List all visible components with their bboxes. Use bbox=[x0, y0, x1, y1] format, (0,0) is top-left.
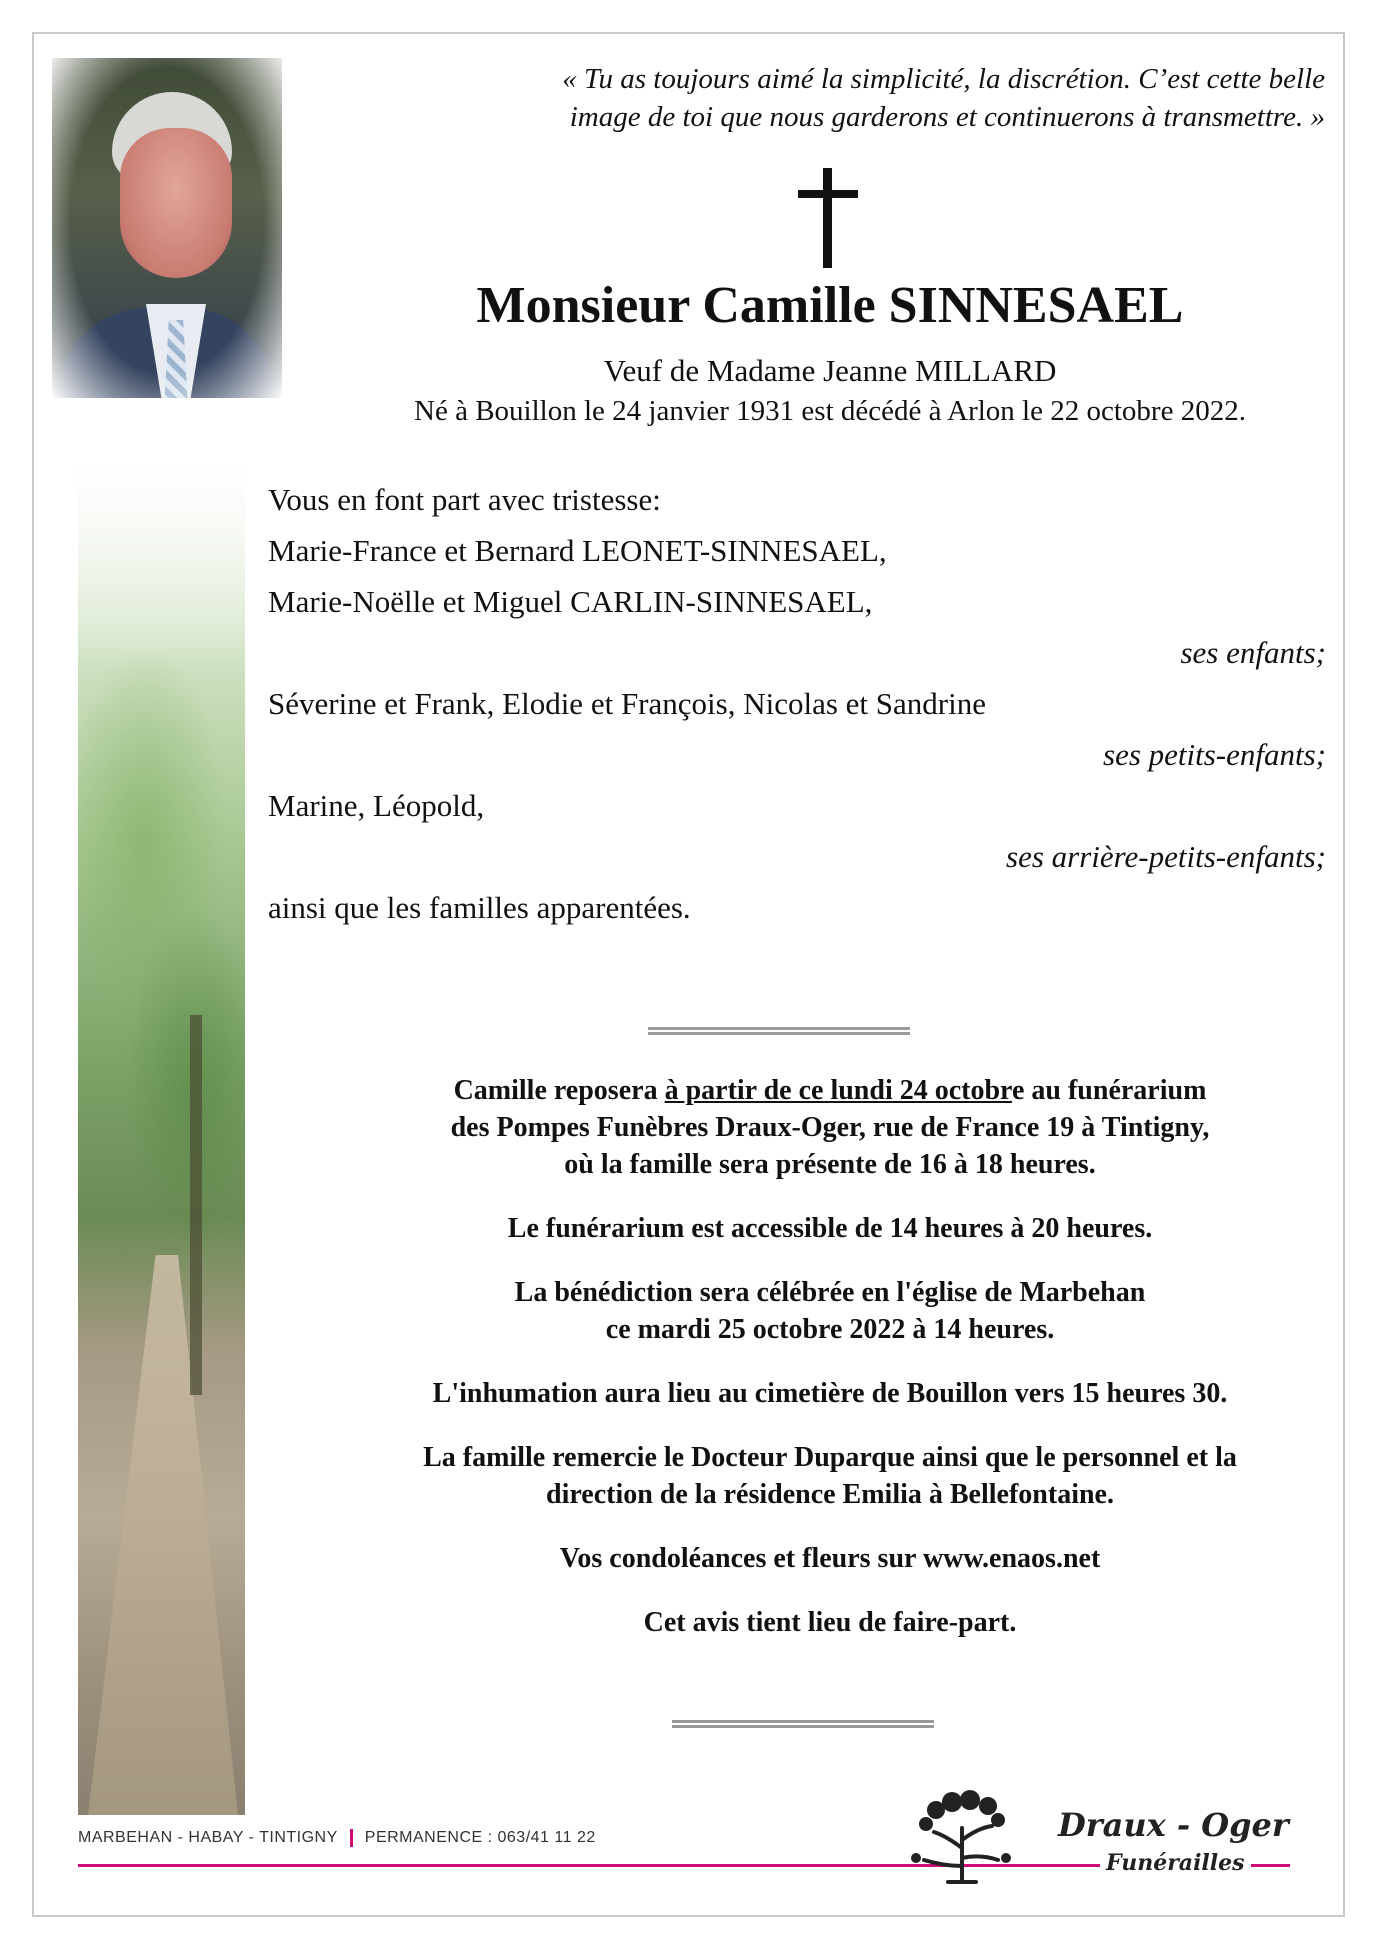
burial-paragraph: L'inhumation aura lieu au cimetière de Bouillon vers 15 heures 30. bbox=[432, 1378, 1228, 1409]
notice-paragraph: Cet avis tient lieu de faire-part. bbox=[643, 1607, 1017, 1638]
forest-path-image bbox=[78, 455, 245, 1815]
brand-subtitle: Funérailles bbox=[1100, 1850, 1251, 1876]
thanks-paragraph bbox=[300, 1439, 1360, 1513]
condolences-paragraph: Vos condoléances et fleurs sur www.enaos.net bbox=[559, 1543, 1101, 1574]
portrait-photo bbox=[52, 58, 282, 398]
great-grandchildren-label: ses arrière-petits-enfants; bbox=[1006, 839, 1326, 874]
family-grandchildren: Séverine et Frank, Elodie et François, Nicolas et Sandrine bbox=[268, 686, 986, 721]
rest-line-3: où la famille sera présente de 16 à 18 heures. bbox=[564, 1149, 1096, 1180]
widower-line: Veuf de Madame Jeanne MILLARD bbox=[603, 353, 1057, 388]
rest-text-pre: Camille reposera bbox=[453, 1075, 665, 1106]
footer-phone: PERMANENCE : 063/41 11 22 bbox=[364, 1829, 596, 1847]
blessing-line-1: La bénédiction sera célébrée en l'église de Marbehan bbox=[514, 1277, 1146, 1308]
quote-line-1: « Tu as toujours aimé la simplicité, la discrétion. C’est cette belle bbox=[562, 63, 1325, 95]
blessing-line-2: ce mardi 25 octobre 2022 à 14 heures. bbox=[605, 1314, 1055, 1345]
brand-name: Draux - Oger bbox=[1058, 1806, 1289, 1844]
blessing-paragraph bbox=[300, 1274, 1360, 1348]
thanks-line-2: direction de la résidence Emilia à Bellefontaine. bbox=[546, 1479, 1114, 1510]
footer-locations: MARBEHAN - HABAY - TINTIGNY bbox=[78, 1829, 338, 1847]
deceased-name: Monsieur Camille SINNESAEL bbox=[476, 277, 1184, 334]
family-list bbox=[268, 474, 1326, 933]
children-label: ses enfants; bbox=[1180, 635, 1326, 670]
birth-death-line: Né à Bouillon le 24 janvier 1931 est décédé à Arlon le 22 octobre 2022. bbox=[414, 395, 1246, 427]
rest-line-2: des Pompes Funèbres Draux-Oger, rue de France 19 à Tintigny, bbox=[450, 1112, 1210, 1143]
divider-top bbox=[648, 1027, 910, 1035]
epigraph-quote bbox=[300, 60, 1325, 136]
family-great-grandchildren: Marine, Léopold, bbox=[268, 788, 485, 823]
tree-logo-icon bbox=[908, 1788, 1016, 1884]
rest-paragraph bbox=[300, 1072, 1360, 1183]
access-paragraph: Le funérarium est accessible de 14 heures à 20 heures. bbox=[507, 1213, 1153, 1244]
footer-separator bbox=[350, 1829, 353, 1847]
family-closing: ainsi que les familles apparentées. bbox=[268, 890, 691, 925]
divider-bottom bbox=[672, 1720, 934, 1728]
family-child-1: Marie-France et Bernard LEONET-SINNESAEL, bbox=[268, 533, 887, 568]
family-child-2: Marie-Noëlle et Miguel CARLIN-SINNESAEL, bbox=[268, 584, 873, 619]
rest-text-underlined: à partir de ce lundi 24 octobr bbox=[664, 1075, 1012, 1106]
cross-icon bbox=[798, 168, 858, 268]
quote-line-2: image de toi que nous garderons et continuerons à transmettre. » bbox=[569, 101, 1325, 133]
family-intro: Vous en font part avec tristesse: bbox=[268, 482, 661, 517]
grandchildren-label: ses petits-enfants; bbox=[1103, 737, 1326, 772]
funeral-info bbox=[300, 1072, 1360, 1668]
rest-text-post: e au funérarium bbox=[1011, 1075, 1207, 1106]
thanks-line-1: La famille remercie le Docteur Duparque ainsi que le personnel et la bbox=[423, 1442, 1237, 1473]
footer-contact bbox=[78, 1829, 596, 1847]
